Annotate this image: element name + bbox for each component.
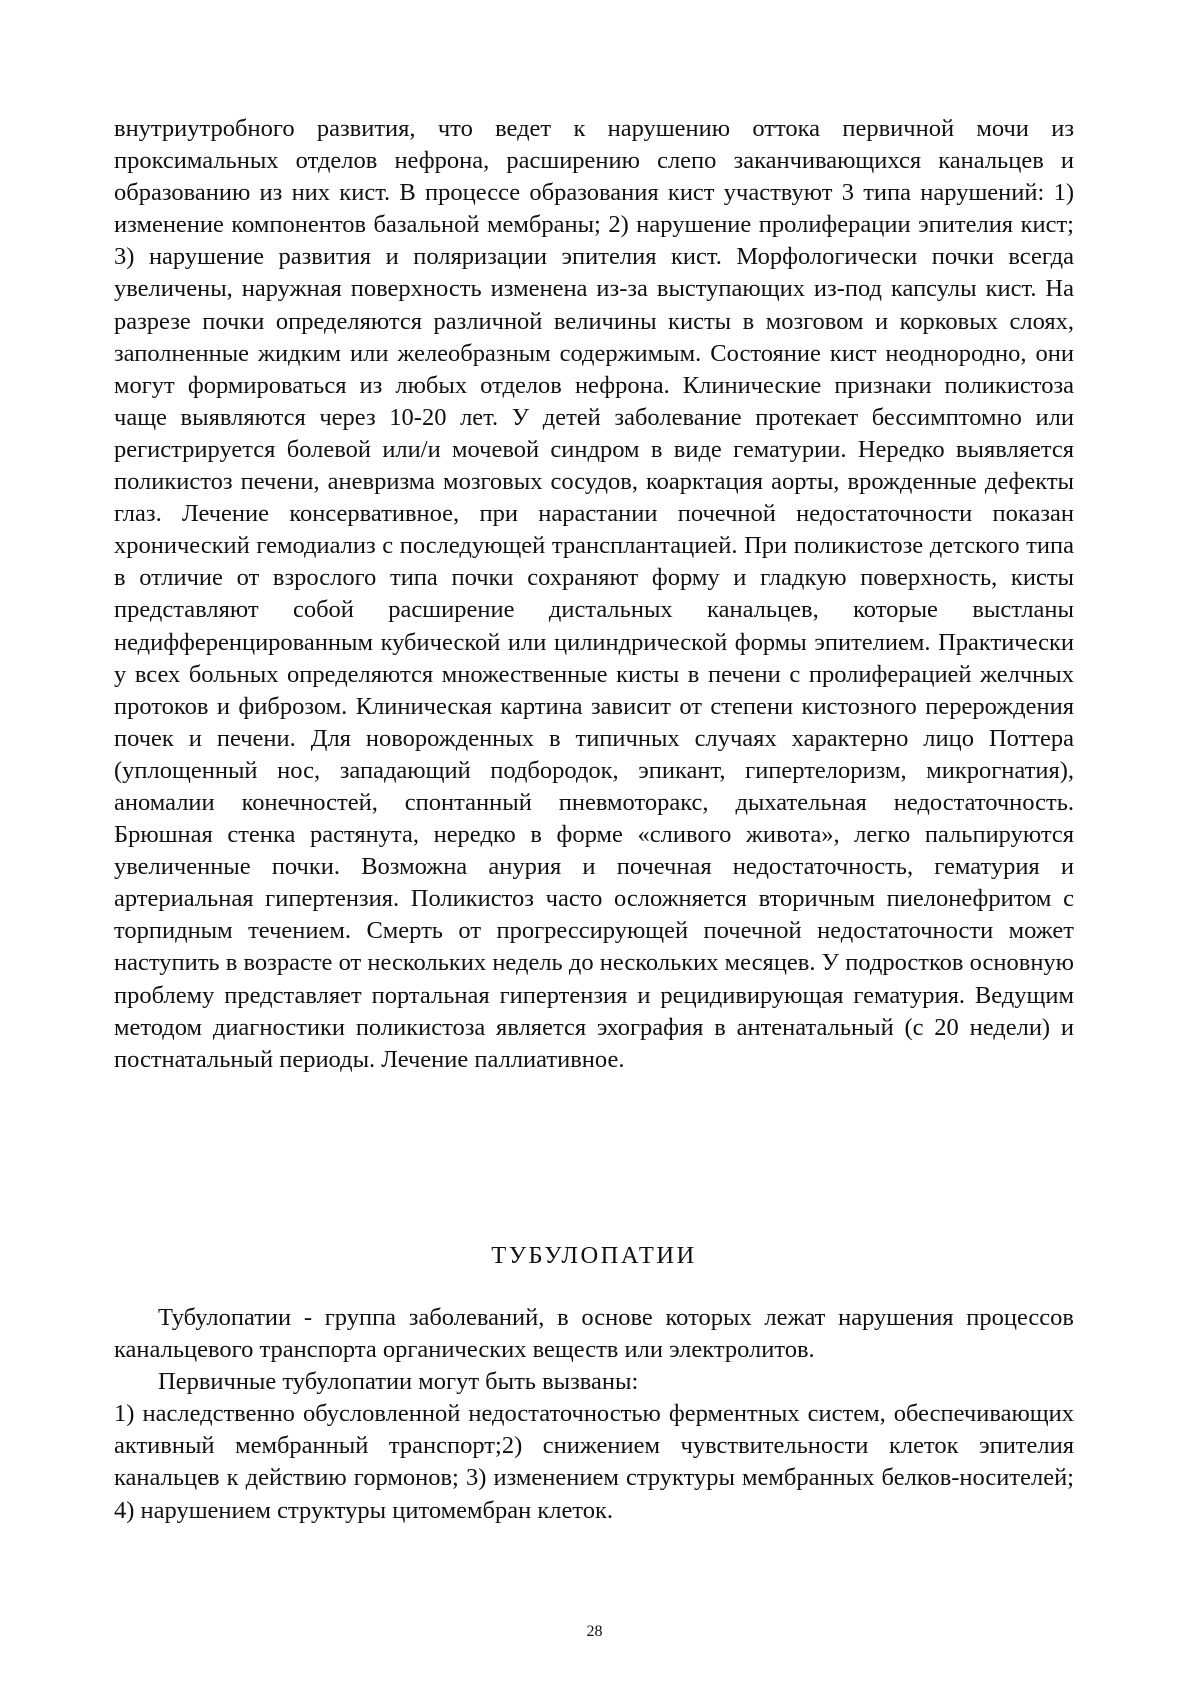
body-paragraph-causes-intro: Первичные тубулопатии могут быть вызваны: [158,1368,639,1396]
section-heading: ТУБУЛОПАТИИ [491,1242,697,1269]
page-number: 28 [586,1623,603,1640]
section-body [114,1302,1074,1527]
body-paragraph-definition: Тубулопатии - группа заболеваний, в основе которых лежат нарушения процессов канальцевого транспорта органических веществ или электролитов. [114,1304,1074,1364]
body-paragraph-continuation: внутриутробного развития, что ведет к нарушению оттока первичной мочи из проксимальных отделов нефрона, расширению слепо заканчивающихся канальцев и образованию из них кист. В процессе образования кист участвуют 3 типа нарушений: 1) изменение компонентов базальной мембраны; 2) нарушение пролиферации эпителия кист; 3) нарушение развития и поляризации эпителия кист. Морфологически почки всегда увеличены, наружная поверхность изменена из-за выступающих из-под капсулы кист. На разрезе почки определяются различной величины кисты в мозговом и корковых слоях, заполненные жидким или желеобразным содержимым. Состояние кист неоднородно, они могут формироваться из любых отделов нефрона. Клинические признаки поликистоза чаще выявляются через 10-20 лет. У детей заболевание протекает бессимптомно или регистрируется болевой или/и мочевой синдром в виде гематурии. Нередко выявляется поликистоз печени, аневризма мозговых сосудов, коарктация аорты, врожденные дефекты глаз. Лечение консервативное, при нарастании почечной недостаточности показан хронический гемодиализ с последующей трансплантацией. При поликистозе детского типа в отличие от взрослого типа почки сохраняют форму и гладкую поверхность, кисты представляют собой расширение дистальных канальцев, которые выстланы недифференцированным кубической или цилиндрической формы эпителием. Практически у всех больных определяются множественные кисты в печени с пролиферацией желчных протоков и фиброзом. Клиническая картина зависит от степени кистозного перерождения почек и печени. Для новорожденных в типичных случаях характерно лицо Поттера (уплощенный нос, западающий подбородок, эпикант, гипертелоризм, микрогнатия), аномалии конечностей, спонтанный пневмоторакс, дыхательная недостаточность. Брюшная стенка растянута, нередко в форме «сливого живота», легко пальпируются увеличенные почки. Возможна анурия и почечная недостаточность, гематурия и артериальная гипертензия. Поликистоз часто осложняется вторичным пиелонефритом с торпидным течением. Смерть от прогрессирующей почечной недостаточности может наступить в возрасте от нескольких недель до нескольких месяцев. У подростков основную проблему представляет портальная гипертензия и рецидивирующая гематурия. Ведущим методом диагностики поликистоза является эхография в антенатальный (с 20 недели) и постнатальный периоды. Лечение паллиативное. [114,115,1074,1073]
body-paragraph-causes-list: 1) наследственно обусловленной недостаточностью ферментных систем, обеспечивающих активный мембранный транспорт;2) снижением чувствительности клеток эпителия канальцев к действию гормонов; 3) изменением структуры мембранных белков-носителей; 4) нарушением структуры цитомембран клеток. [114,1400,1074,1524]
